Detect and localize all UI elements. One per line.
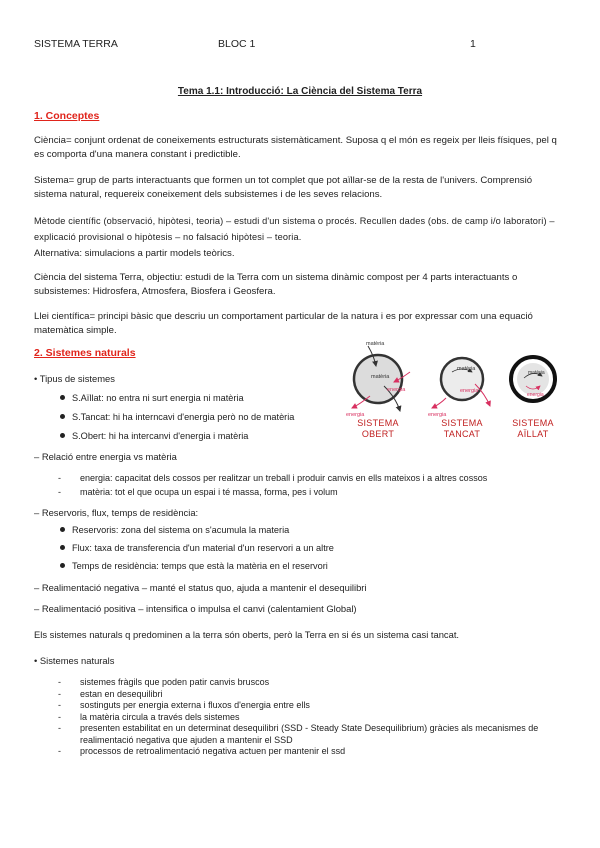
section-heading-sistemes-naturals: 2. Sistemes naturals [34, 347, 136, 359]
list-item: - presenten estabilitat en un determinat desequilibri (SSD - Steady State Desequilibrium) gràcies als mecanismes de realimentació negativa que ajuden a mantenir el SSD [58, 723, 568, 746]
list-item: - sistemes fràgils que poden patir canvis bruscos [58, 677, 568, 689]
relacio-list [58, 473, 568, 498]
reservoris-heading: – Reservoris, flux, temps de residència: [34, 507, 199, 518]
list-item: - estan en desequilibri [58, 689, 568, 701]
open-system-icon [346, 341, 410, 418]
page-title: Tema 1.1: Introducció: La Ciència del Sistema Terra [177, 86, 423, 97]
list-item: - processos de retroalimentació negativa actuen per mantenir el ssd [58, 746, 568, 758]
isolated-system-icon [511, 357, 555, 401]
header-left: SISTEMA TERRA [34, 38, 118, 50]
paragraph-ciencia: Ciència= conjunt ordenat de coneixements estructurats sistemàticament. Suposa q el món es regeix per lleis físiques, pel q es comporta d'una manera constant i predictible. [34, 135, 557, 160]
list-item: S.Aïllat: no entra ni surt energia ni matèria [60, 393, 244, 403]
list-item: Reservoris: zona del sistema on s'acumula la materia [60, 525, 289, 535]
label-sistema-obert: SISTEMA OBERT [357, 418, 399, 439]
list-item: - sostinguts per energia externa i fluxos d'energia entre ells [58, 700, 568, 712]
svg-text:energia: energia [527, 392, 544, 398]
paragraph-alternativa: Alternativa: simulacions a partir models teòrics. [34, 248, 235, 259]
section-heading-conceptes: 1. Conceptes [34, 110, 100, 122]
relacio-heading: – Relació entre energia vs matèria [34, 451, 177, 462]
list-item: - la matèria circula a través dels sistemes [58, 712, 568, 724]
svg-text:matèria: matèria [371, 374, 390, 380]
list-item: - matèria: tot el que ocupa un espai i té massa, forma, pes i volum [58, 487, 568, 499]
list-item: Temps de residència: temps que està la matèria en el reservori [60, 561, 328, 571]
sistemes-naturals-heading: • Sistemes naturals [34, 655, 115, 666]
page-number: 1 [470, 38, 476, 50]
paragraph-sistemes-oberts: Els sistemes naturals q predominen a la terra són oberts, però la Terra en si és un sistema casi tancat. [34, 629, 460, 640]
sistemes-naturals-list [58, 677, 568, 758]
svg-text:energia: energia [387, 387, 406, 393]
list-item: S.Tancat: hi ha interncavi d'energia però no de matèria [60, 412, 294, 422]
header-center: BLOC 1 [218, 38, 256, 50]
svg-text:energia: energia [346, 412, 365, 418]
paragraph-ciencia-sistema-terra: Ciència del sistema Terra, objectiu: estudi de la Terra com un sistema dinàmic compost per 4 parts interactuants o subsistemes: Hidrosfera, Atmosfera, Biosfera i Geosfera. [34, 272, 518, 297]
label-sistema-tancat: SISTEMA TANCAT [441, 418, 483, 439]
tipus-heading: • Tipus de sistemes [34, 373, 115, 384]
paragraph-llei: Llei científica= principi bàsic que descriu un comportament particular de la natura i es por expressar com una equació matemàtica simple. [34, 311, 533, 336]
list-item: Flux: taxa de transferencia d'un material d'un reservori a un altre [60, 543, 334, 553]
paragraph-sistema: Sistema= grup de parts interactuants que formen un tot complet que pot aïllar-se de la resta de l'univers. Comprensió sistema natural, requereix coneixement dels subsistemes i de les seves relacions. [34, 175, 533, 200]
realimentacio-positiva: – Realimentació positiva – intensifica o impulsa el canvi (calentamient Global) [34, 603, 357, 614]
svg-text:matèria: matèria [528, 370, 545, 376]
closed-system-icon [428, 358, 490, 418]
label-sistema-aillat: SISTEMA AÏLLAT [512, 418, 554, 439]
list-item: S.Obert: hi ha intercanvi d'energia i matèria [60, 431, 248, 441]
paragraph-metode: Mètode científic (observació, hipòtesi, teoria) – estudi d'un sistema o procés. Recullen dades (obs. de camp i/o laboratori) – explicació provisional o hipòtesis – no falsació hipòtesi – teoria. [34, 216, 555, 242]
svg-text:matèria: matèria [366, 341, 385, 347]
svg-text:energia: energia [460, 388, 479, 394]
svg-text:matèria: matèria [457, 366, 476, 372]
svg-text:energia: energia [428, 412, 447, 418]
realimentacio-negativa: – Realimentació negativa – manté el status quo, ajuda a mantenir el desequilibri [34, 582, 367, 593]
list-item: - energia: capacitat dels cossos per realitzar un treball i produir canvis en ells mateixos i a altres cossos [58, 473, 568, 485]
